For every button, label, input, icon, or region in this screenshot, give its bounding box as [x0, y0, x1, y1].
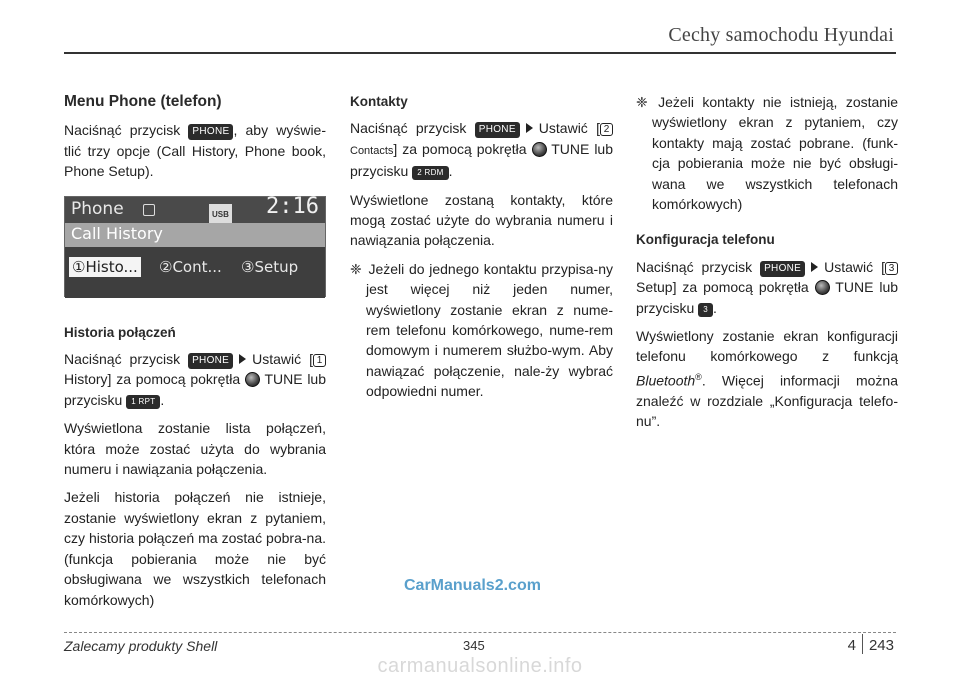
phone-button: PHONE: [188, 353, 233, 369]
screen-option-setup: ③Setup: [241, 257, 299, 276]
note-paragraph: [350, 259, 613, 402]
page-number: 243: [868, 637, 894, 654]
footer-rule: [64, 632, 896, 633]
text: Ustawić: [824, 258, 874, 275]
setup-instructions: Naciśnąć przycisk PHONE Ustawić [ 3 Setup] za pomocą pokrętła TUNE lub przycisku 3 .: [636, 258, 899, 316]
text: TUNE lub przycisku: [636, 279, 899, 316]
number-1-icon: 1: [313, 354, 326, 367]
tune-knob-icon: [245, 372, 260, 387]
paragraph: Jeżeli historia połączeń nie istnieje, zostanie wyświetlony ekran z pytaniem, czy historia połączeń ma zostać pobra-na. (funkcja pobierania może nie być obsługiwana we wszystkich telefonach komórkowych): [64, 489, 326, 608]
usb-badge: USB: [209, 204, 232, 226]
text: TUNE lub przycisku: [64, 371, 326, 408]
paragraph: [636, 326, 898, 432]
rpt-button: 1 RPT: [126, 395, 160, 409]
phone-button: PHONE: [188, 124, 233, 140]
text: Ustawić: [538, 120, 588, 137]
arrow-right-icon: [239, 354, 246, 364]
footer-slogan: Zalecamy produkty Shell: [64, 638, 218, 654]
watermark-link[interactable]: CarManuals2.com: [404, 577, 541, 594]
footer-separator: [862, 634, 863, 654]
chapter-number: 4: [847, 637, 856, 654]
text: Naciśnąć przycisk: [636, 258, 753, 275]
text: History] za pomocą pokrętła: [64, 371, 241, 388]
text: Naciśnąć przycisk: [64, 122, 181, 139]
text: Jeżeli do jednego kontaktu przypisa-ny jest więcej niż jeden numer, wyświetlony zostanie ekran z nume-rem telefonu komórkowego, nume-rem domowym i numerem służbo-wym. Aby nawiązać połączenie, nale-ży wybrać odpowiedni numer.: [366, 260, 613, 400]
text: . Więcej informacji można znaleźć w rozdziale „Konfiguracja telefo-nu”.: [636, 372, 898, 430]
site-watermark: carmanualsonline.info: [377, 655, 583, 677]
screen-time: 2:16: [266, 193, 319, 219]
screen-row-label: Call History: [71, 223, 163, 243]
phone-button: PHONE: [475, 122, 520, 138]
registered-mark: ®: [695, 371, 702, 382]
history-instructions: Naciśnąć przycisk PHONE Ustawić [ 1 History] za pomocą pokrętła TUNE lub przycisku 1 RPT .: [64, 351, 326, 408]
note-symbol: ❈: [636, 94, 648, 110]
text: Wyświetlony zostanie ekran konfiguracji telefonu komórkowego z funkcją: [636, 328, 898, 365]
paragraph: Wyświetlone zostaną kontakty, które mogą zostać użyte do wybrania numeru i nawiązania połączenia.: [350, 191, 613, 249]
text: Jeżeli kontakty nie istnieją, zostanie wyświetlony ekran z pytaniem, czy kontakty mają zostać pobrane. (funk-cja pobierania może nie być obsługi-wana we wszystkich telefonach komórkowych): [652, 94, 898, 213]
rdm-button: 2 RDM: [412, 166, 448, 180]
screen-title: Phone: [71, 198, 124, 219]
page-header-title: Cechy samochodu Hyundai: [668, 24, 894, 46]
text: Ustawić [: [252, 351, 313, 368]
text: Naciśnąć przycisk: [350, 120, 467, 137]
intro-paragraph: [64, 120, 326, 181]
screen-selected-row: [65, 223, 325, 247]
arrow-right-icon: [811, 262, 818, 272]
note-paragraph: [636, 92, 898, 214]
text: Setup] za pomocą pokrętła: [636, 279, 809, 296]
column-3: [636, 92, 898, 440]
footer-page-number: [848, 634, 894, 654]
header-rule: [64, 52, 896, 54]
screen-option-contacts: ②Cont...: [159, 257, 222, 276]
text: ] za pomocą pokrętła: [393, 140, 527, 157]
subsection-heading: Konfiguracja telefonu: [636, 232, 775, 248]
number-2-icon: 2: [600, 123, 613, 136]
subsection-heading: Historia połączeń: [64, 324, 176, 340]
text: TUNE lub przycisku: [350, 140, 613, 180]
tune-knob-icon: [815, 280, 830, 295]
bluetooth-icon: [143, 204, 155, 216]
footer-center-number: 345: [463, 638, 485, 653]
paragraph: Wyświetlona zostanie lista połączeń, która może zostać użyta do wybrania numeru i nawiązania połączenia.: [64, 420, 326, 478]
phone-menu-screen: [64, 193, 326, 297]
column-2: [350, 92, 613, 410]
column-1: [64, 92, 326, 618]
bluetooth-text: Bluetooth: [636, 372, 696, 389]
text: , aby wyświe-tlić trzy opcje (Call History, Phone book, Phone Setup).: [64, 122, 326, 180]
arrow-right-icon: [526, 123, 533, 133]
button-3: 3: [698, 303, 713, 317]
tune-knob-icon: [532, 142, 547, 157]
screen-option-history: ①Histo...: [69, 257, 141, 277]
note-symbol: ❈: [350, 260, 362, 277]
phone-button: PHONE: [760, 261, 805, 277]
text: Contacts: [350, 144, 394, 157]
number-3-icon: 3: [885, 262, 898, 275]
subsection-heading: Kontakty: [350, 94, 408, 109]
contacts-instructions: Naciśnąć przycisk PHONE Ustawić [ 2Contacts] za pomocą pokrętła TUNE lub przycisku 2 RDM .: [350, 120, 613, 180]
section-heading: Menu Phone (telefon): [64, 93, 222, 110]
text: Naciśnąć przycisk: [64, 351, 181, 368]
screen-options-bar: [65, 247, 325, 298]
